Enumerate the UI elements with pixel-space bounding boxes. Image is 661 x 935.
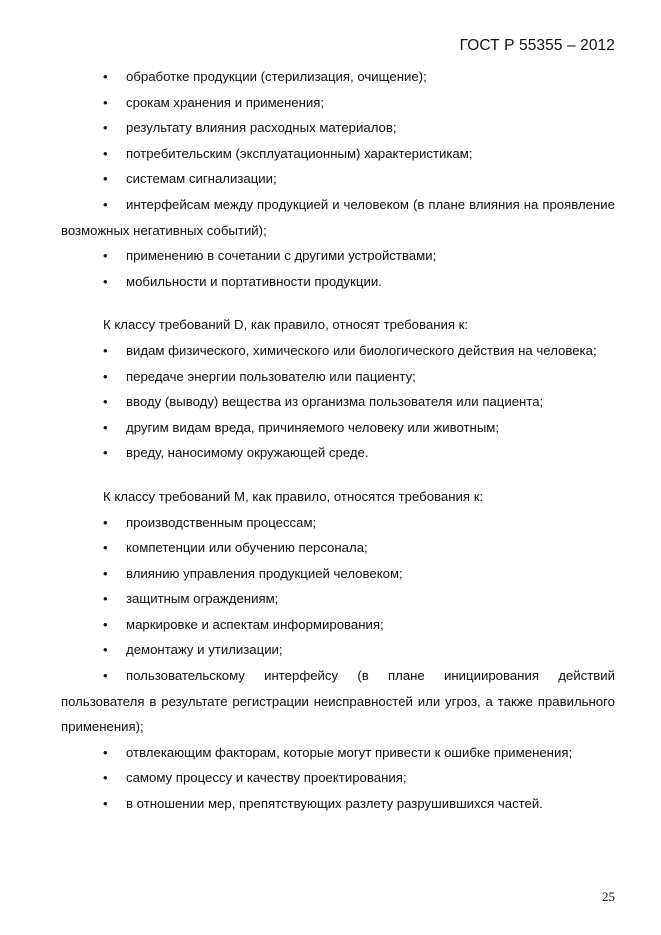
list-item	[61, 166, 615, 192]
list-item	[61, 415, 615, 441]
list-item	[61, 740, 615, 766]
list-item	[61, 440, 615, 466]
list-item	[61, 192, 615, 243]
list-item-text: самому процессу и качеству проектирования;	[126, 770, 407, 786]
page-body	[61, 64, 615, 817]
bullet-icon: •	[103, 273, 108, 289]
list-item	[61, 90, 615, 116]
list-item-text: системам сигнализации;	[126, 171, 277, 187]
list-item-text: в отношении мер, препятствующих разлету разрушившихся частей.	[126, 796, 543, 812]
list-item-text: потребительским (эксплуатационным) характеристикам;	[126, 145, 473, 161]
list-item-text: интерфейсам между продукцией и человеком (в плане влияния на проявление возможных негативных событий);	[61, 196, 615, 238]
page-number: 25	[602, 889, 615, 904]
list-item	[61, 561, 615, 587]
document-code-header: ГОСТ Р 55355 – 2012	[459, 37, 615, 54]
bullet-icon: •	[103, 796, 108, 812]
bullet-icon: •	[103, 668, 108, 684]
list-item-text: маркировке и аспектам информирования;	[126, 616, 384, 632]
list-item-text: вреду, наносимому окружающей среде.	[126, 445, 369, 461]
bullet-icon: •	[103, 196, 108, 212]
bullet-icon: •	[103, 744, 108, 760]
list-item	[61, 269, 615, 295]
list-item	[61, 389, 615, 415]
bullet-icon: •	[103, 616, 108, 632]
list-item-text: обработке продукции (стерилизация, очищение);	[126, 69, 427, 84]
paragraph-class-d-intro: К классу требований D, как правило, относят требования к:	[103, 317, 469, 333]
bullet-icon: •	[103, 394, 108, 410]
bullet-icon: •	[103, 171, 108, 187]
list-item-text: производственным процессам;	[126, 514, 317, 530]
list-group-3	[61, 510, 615, 817]
list-item	[61, 115, 615, 141]
bullet-icon: •	[103, 120, 108, 136]
list-item	[61, 64, 615, 90]
bullet-icon: •	[103, 770, 108, 786]
list-group-2	[61, 338, 615, 466]
list-item-text: видам физического, химического или биологического действия на человека;	[126, 342, 597, 358]
bullet-icon: •	[103, 642, 108, 658]
bullet-icon: •	[103, 514, 108, 530]
list-item-text: отвлекающим факторам, которые могут привести к ошибке применения;	[126, 744, 573, 760]
bullet-icon: •	[103, 342, 108, 358]
list-item	[61, 141, 615, 167]
bullet-icon: •	[103, 591, 108, 607]
bullet-icon: •	[103, 69, 108, 84]
bullet-icon: •	[103, 540, 108, 556]
list-item	[61, 791, 615, 817]
list-item	[61, 338, 615, 364]
bullet-icon: •	[103, 419, 108, 435]
list-group-1	[61, 64, 615, 294]
bullet-icon: •	[103, 445, 108, 461]
bullet-icon: •	[103, 368, 108, 384]
list-item-text: другим видам вреда, причиняемого человеку или животным;	[126, 419, 500, 435]
bullet-icon: •	[103, 94, 108, 110]
list-item-text: применению в сочетании с другими устройствами;	[126, 248, 437, 264]
list-item-text: защитным ограждениям;	[126, 591, 279, 607]
list-item-text: вводу (выводу) вещества из организма пользователя или пациента;	[126, 394, 544, 410]
bullet-icon: •	[103, 565, 108, 581]
list-item	[61, 586, 615, 612]
bullet-icon: •	[103, 145, 108, 161]
list-item-text: демонтажу и утилизации;	[126, 642, 283, 658]
list-item	[61, 765, 615, 791]
list-item	[61, 663, 615, 740]
paragraph-class-m-intro: К классу требований M, как правило, относятся требования к:	[103, 488, 484, 504]
list-item	[61, 637, 615, 663]
list-item-text: влиянию управления продукцией человеком;	[126, 565, 403, 581]
list-item	[61, 612, 615, 638]
list-item-text: результату влияния расходных материалов;	[126, 120, 397, 136]
list-item	[61, 243, 615, 269]
list-item-text: пользовательскому интерфейсу (в плане инициирования действий пользователя в результате регистрации неисправностей или угроз, а также правильного применения);	[61, 668, 615, 735]
list-item	[61, 535, 615, 561]
list-item-text: мобильности и портативности продукции.	[126, 273, 382, 289]
list-item	[61, 510, 615, 536]
bullet-icon: •	[103, 248, 108, 264]
list-item-text: компетенции или обучению персонала;	[126, 540, 368, 556]
list-item-text: срокам хранения и применения;	[126, 94, 325, 110]
list-item	[61, 364, 615, 390]
list-item-text: передаче энергии пользователю или пациенту;	[126, 368, 416, 384]
